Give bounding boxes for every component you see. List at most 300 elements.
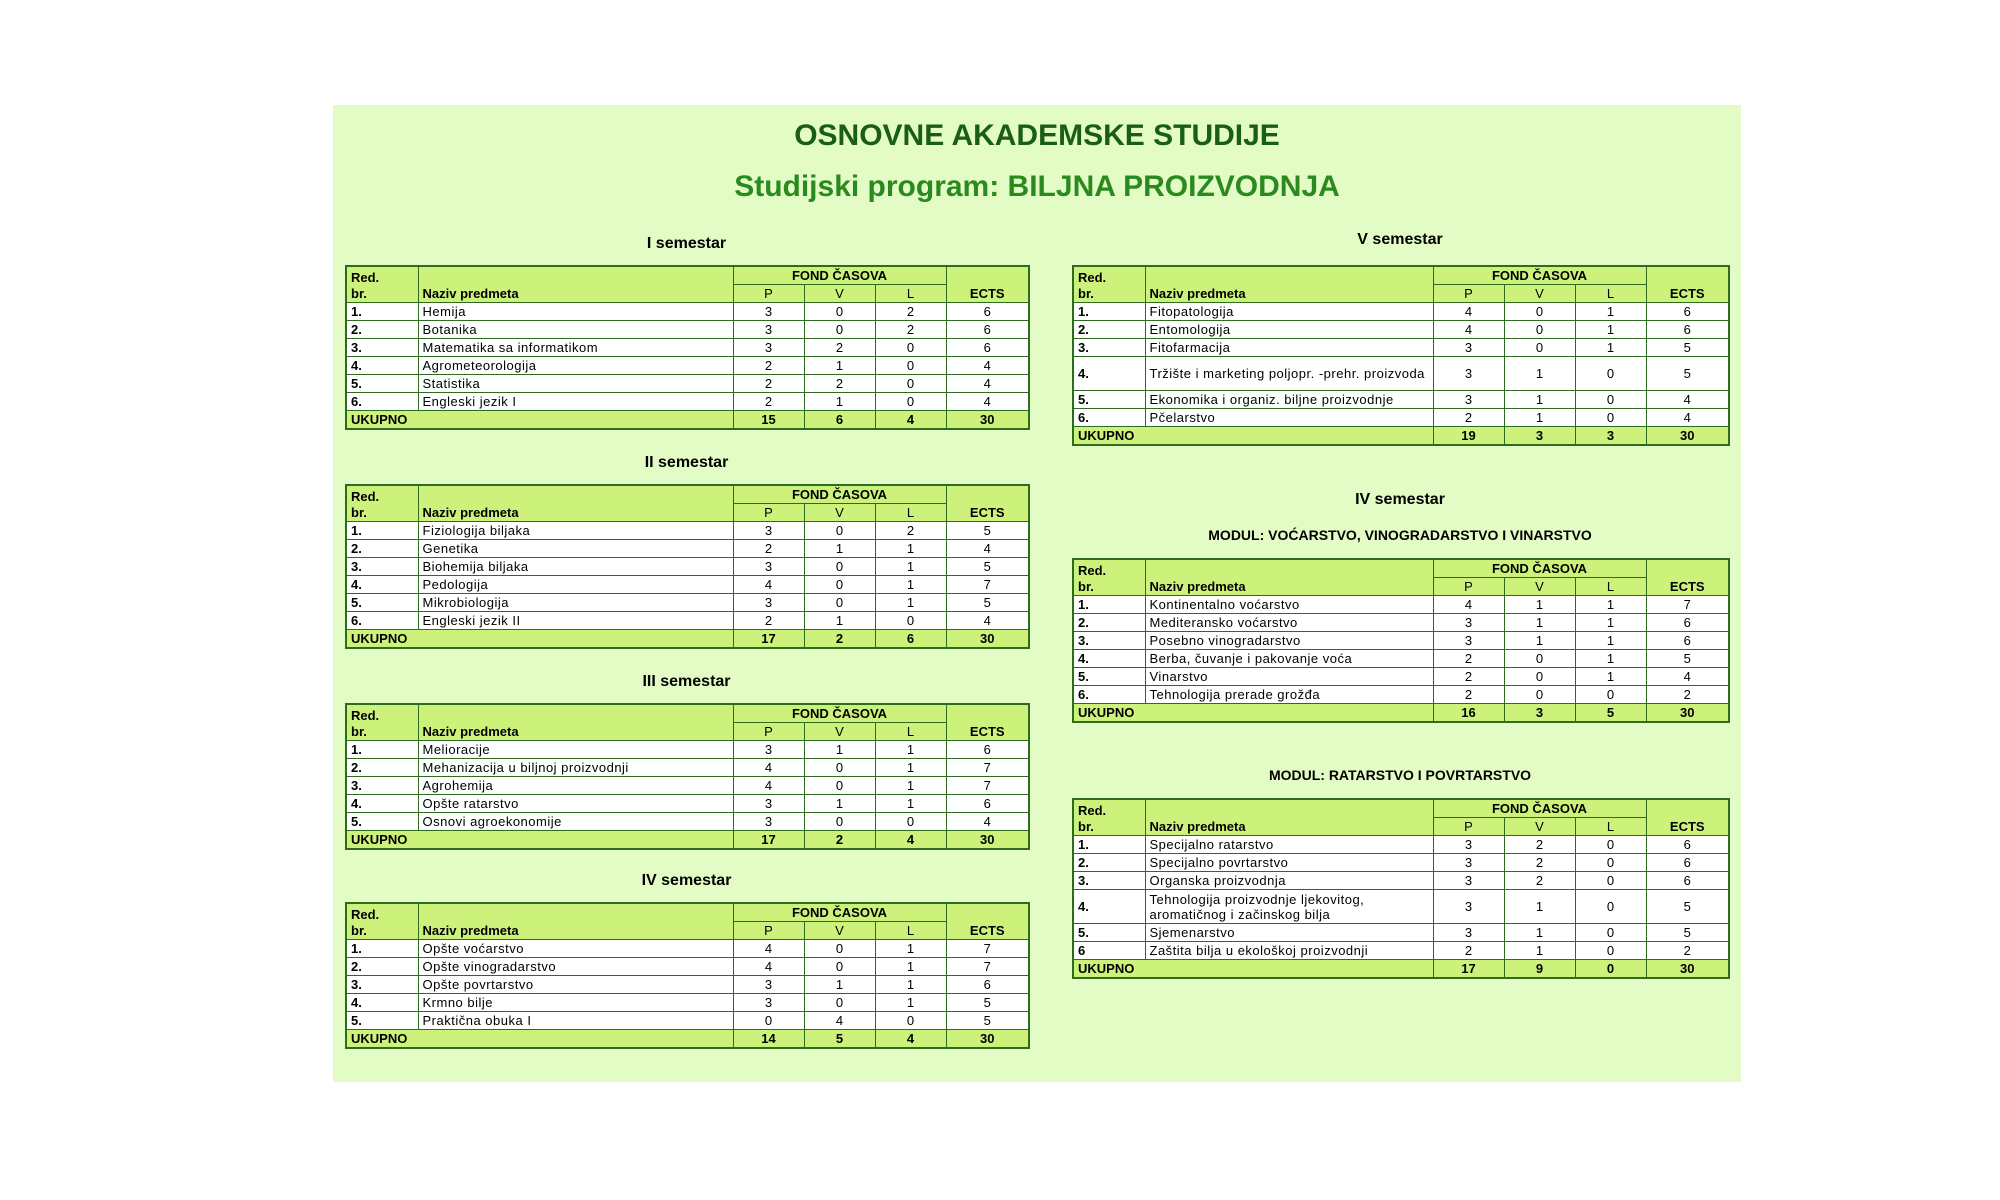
hours-p: 4	[733, 940, 804, 958]
total-row	[1073, 704, 1729, 723]
hours-p: 0	[733, 1012, 804, 1030]
subject-name: Organska proizvodnja	[1145, 872, 1433, 890]
hours-p: 3	[1433, 357, 1504, 391]
hours-p: 3	[733, 976, 804, 994]
hours-p: 2	[1433, 409, 1504, 427]
subject-name: Berba, čuvanje i pakovanje voća	[1145, 650, 1433, 668]
hours-l: 1	[875, 976, 946, 994]
hours-v: 1	[804, 612, 875, 630]
total-label: UKUPNO	[1073, 704, 1433, 723]
red-br-header	[346, 903, 418, 940]
hours-v: 2	[804, 339, 875, 357]
hours-p: 2	[733, 540, 804, 558]
row-number: 3.	[346, 777, 418, 795]
row-number: 2.	[346, 759, 418, 777]
hours-p: 3	[1433, 632, 1504, 650]
hours-p: 3	[733, 741, 804, 759]
ects-value: 2	[1646, 942, 1729, 960]
row-number: 4.	[346, 357, 418, 375]
ects-value: 5	[1646, 890, 1729, 924]
red-label: Red.	[1078, 270, 1107, 285]
hours-l: 2	[875, 321, 946, 339]
page-title: OSNOVNE AKADEMSKE STUDIJE	[794, 119, 1280, 152]
total-ects: 30	[946, 630, 1029, 649]
row-number: 1.	[346, 741, 418, 759]
table-row	[346, 1012, 1029, 1030]
subject-name-header: Naziv predmeta	[418, 903, 733, 940]
course-table	[345, 265, 1030, 430]
hours-p: 4	[1433, 321, 1504, 339]
hours-v: 0	[804, 522, 875, 540]
table-header-row	[346, 485, 1029, 504]
total-p: 16	[1433, 704, 1504, 723]
total-ects: 30	[1646, 427, 1729, 446]
row-number: 5.	[346, 1012, 418, 1030]
table-row	[346, 339, 1029, 357]
subject-name: Fitofarmacija	[1145, 339, 1433, 357]
br-label: br.	[351, 286, 367, 301]
table-row	[1073, 942, 1729, 960]
v-header: V	[804, 504, 875, 522]
course-table	[1072, 265, 1730, 446]
hours-l: 0	[1575, 942, 1646, 960]
ects-value: 5	[946, 1012, 1029, 1030]
hours-l: 0	[1575, 854, 1646, 872]
table-header-row	[346, 266, 1029, 285]
hours-v: 0	[1504, 650, 1575, 668]
ects-header: ECTS	[946, 903, 1029, 940]
hours-v: 0	[804, 558, 875, 576]
row-number: 1.	[1073, 596, 1145, 614]
ects-value: 2	[1646, 686, 1729, 704]
ects-value: 6	[1646, 632, 1729, 650]
total-v: 6	[804, 411, 875, 430]
hours-p: 2	[1433, 668, 1504, 686]
module-title: MODUL: VOĆARSTVO, VINOGRADARSTVO I VINARSTVO	[1208, 527, 1592, 543]
table-row	[1073, 339, 1729, 357]
total-p: 17	[733, 630, 804, 649]
hours-p: 3	[733, 339, 804, 357]
hours-p: 2	[1433, 650, 1504, 668]
ects-value: 4	[946, 813, 1029, 831]
subject-name: Statistika	[418, 375, 733, 393]
fond-casova-header: FOND ČASOVA	[733, 266, 946, 285]
hours-v: 0	[804, 777, 875, 795]
br-label: br.	[1078, 819, 1094, 834]
total-l: 0	[1575, 960, 1646, 979]
ects-header: ECTS	[946, 485, 1029, 522]
hours-l: 1	[1575, 632, 1646, 650]
l-header: L	[1575, 285, 1646, 303]
table-row	[1073, 614, 1729, 632]
l-header: L	[1575, 818, 1646, 836]
table-row	[346, 375, 1029, 393]
total-label: UKUPNO	[346, 831, 733, 850]
table-row	[1073, 668, 1729, 686]
subject-name: Agrohemija	[418, 777, 733, 795]
red-label: Red.	[351, 907, 380, 922]
hours-p: 2	[733, 393, 804, 411]
row-number: 4.	[1073, 357, 1145, 391]
br-label: br.	[351, 505, 367, 520]
row-number: 4.	[1073, 650, 1145, 668]
hours-l: 2	[875, 303, 946, 321]
hours-p: 3	[1433, 836, 1504, 854]
ects-value: 7	[946, 777, 1029, 795]
table-row	[1073, 357, 1729, 391]
red-br-header	[1073, 266, 1145, 303]
row-number: 2.	[1073, 854, 1145, 872]
ects-value: 6	[1646, 303, 1729, 321]
subject-name-header: Naziv predmeta	[1145, 799, 1433, 836]
semester-title: I semestar	[646, 235, 727, 252]
row-number: 6.	[1073, 686, 1145, 704]
ects-value: 6	[1646, 321, 1729, 339]
hours-v: 0	[804, 594, 875, 612]
table-row	[1073, 686, 1729, 704]
hours-l: 1	[875, 994, 946, 1012]
hours-v: 1	[1504, 391, 1575, 409]
row-number: 5.	[346, 813, 418, 831]
hours-p: 4	[1433, 303, 1504, 321]
table-row	[346, 522, 1029, 540]
total-row	[346, 411, 1029, 430]
hours-v: 1	[804, 540, 875, 558]
p-header: P	[733, 285, 804, 303]
hours-v: 0	[1504, 686, 1575, 704]
total-l: 6	[875, 630, 946, 649]
table-row	[1073, 836, 1729, 854]
hours-v: 1	[1504, 596, 1575, 614]
row-number: 3.	[1073, 339, 1145, 357]
hours-p: 2	[1433, 942, 1504, 960]
table-row	[346, 576, 1029, 594]
row-number: 5.	[1073, 668, 1145, 686]
fond-casova-header: FOND ČASOVA	[733, 485, 946, 504]
subject-name: Opšte povrtarstvo	[418, 976, 733, 994]
total-l: 5	[1575, 704, 1646, 723]
course-table	[1072, 558, 1730, 723]
total-row	[346, 1030, 1029, 1049]
row-number: 6.	[346, 393, 418, 411]
subject-name-header: Naziv predmeta	[1145, 266, 1433, 303]
hours-v: 0	[1504, 339, 1575, 357]
ects-value: 5	[946, 558, 1029, 576]
table-header-row	[346, 903, 1029, 922]
hours-v: 2	[1504, 836, 1575, 854]
semester-title: IV semestar	[641, 872, 732, 889]
hours-p: 2	[1433, 686, 1504, 704]
ects-value: 7	[1646, 596, 1729, 614]
hours-v: 0	[804, 303, 875, 321]
hours-p: 2	[733, 357, 804, 375]
l-header: L	[1575, 578, 1646, 596]
course-table	[345, 703, 1030, 850]
ects-value: 4	[946, 375, 1029, 393]
hours-l: 1	[875, 958, 946, 976]
total-l: 4	[875, 1030, 946, 1049]
table-row	[1073, 890, 1729, 924]
hours-l: 1	[875, 540, 946, 558]
hours-l: 0	[875, 393, 946, 411]
hours-p: 3	[733, 522, 804, 540]
l-header: L	[875, 922, 946, 940]
total-row	[1073, 960, 1729, 979]
row-number: 3.	[346, 339, 418, 357]
hours-l: 1	[875, 795, 946, 813]
row-number: 1.	[1073, 836, 1145, 854]
subject-name: Botanika	[418, 321, 733, 339]
subject-name: Posebno vinogradarstvo	[1145, 632, 1433, 650]
subject-name: Engleski jezik I	[418, 393, 733, 411]
ects-value: 6	[946, 976, 1029, 994]
total-l: 4	[875, 831, 946, 850]
subject-name: Vinarstvo	[1145, 668, 1433, 686]
table-row	[346, 994, 1029, 1012]
total-label: UKUPNO	[1073, 960, 1433, 979]
fond-casova-header: FOND ČASOVA	[733, 704, 946, 723]
subject-name: Genetika	[418, 540, 733, 558]
hours-l: 1	[875, 777, 946, 795]
hours-p: 3	[1433, 854, 1504, 872]
hours-p: 4	[733, 777, 804, 795]
course-table	[1072, 798, 1730, 979]
v-header: V	[1504, 285, 1575, 303]
br-label: br.	[1078, 286, 1094, 301]
p-header: P	[733, 922, 804, 940]
ects-value: 5	[1646, 339, 1729, 357]
subject-name: Engleski jezik II	[418, 612, 733, 630]
row-number: 5.	[346, 375, 418, 393]
hours-v: 1	[1504, 614, 1575, 632]
hours-v: 0	[1504, 303, 1575, 321]
subject-name: Opšte voćarstvo	[418, 940, 733, 958]
hours-v: 0	[804, 759, 875, 777]
total-l: 3	[1575, 427, 1646, 446]
table-row	[1073, 596, 1729, 614]
row-number: 3.	[346, 558, 418, 576]
hours-l: 1	[1575, 668, 1646, 686]
hours-l: 0	[875, 357, 946, 375]
p-header: P	[1433, 818, 1504, 836]
hours-l: 2	[875, 522, 946, 540]
hours-v: 0	[804, 994, 875, 1012]
subject-name: Specijalno povrtarstvo	[1145, 854, 1433, 872]
row-number: 2.	[346, 540, 418, 558]
ects-value: 6	[946, 339, 1029, 357]
hours-p: 4	[733, 958, 804, 976]
table-header-row	[1073, 799, 1729, 818]
total-ects: 30	[946, 411, 1029, 430]
total-v: 9	[1504, 960, 1575, 979]
hours-v: 0	[1504, 668, 1575, 686]
hours-p: 3	[733, 303, 804, 321]
table-row	[1073, 650, 1729, 668]
hours-l: 0	[875, 339, 946, 357]
hours-v: 1	[1504, 357, 1575, 391]
hours-l: 1	[1575, 650, 1646, 668]
ects-value: 6	[1646, 614, 1729, 632]
hours-p: 3	[733, 558, 804, 576]
ects-value: 5	[946, 522, 1029, 540]
br-label: br.	[351, 724, 367, 739]
red-label: Red.	[351, 489, 380, 504]
semester-title: III semestar	[642, 673, 731, 690]
subject-name: Specijalno ratarstvo	[1145, 836, 1433, 854]
table-row	[1073, 872, 1729, 890]
ects-value: 4	[946, 357, 1029, 375]
subject-name: Tržište i marketing poljopr. -prehr. proizvoda	[1145, 357, 1433, 391]
table-header-row	[1073, 266, 1729, 285]
hours-p: 3	[1433, 890, 1504, 924]
table-row	[1073, 409, 1729, 427]
row-number: 6	[1073, 942, 1145, 960]
total-p: 15	[733, 411, 804, 430]
subject-name: Fiziologija biljaka	[418, 522, 733, 540]
table-row	[1073, 391, 1729, 409]
ects-value: 4	[1646, 409, 1729, 427]
total-ects: 30	[1646, 960, 1729, 979]
total-row	[1073, 427, 1729, 446]
hours-v: 1	[804, 357, 875, 375]
p-header: P	[733, 723, 804, 741]
table-header-row	[1073, 559, 1729, 578]
table-row	[346, 540, 1029, 558]
l-header: L	[875, 285, 946, 303]
hours-v: 1	[804, 741, 875, 759]
hours-l: 0	[1575, 409, 1646, 427]
hours-l: 0	[875, 813, 946, 831]
table-row	[1073, 924, 1729, 942]
red-br-header	[346, 266, 418, 303]
row-number: 3.	[1073, 632, 1145, 650]
course-table	[345, 902, 1030, 1049]
hours-p: 3	[733, 994, 804, 1012]
course-table	[345, 484, 1030, 649]
ects-value: 4	[1646, 391, 1729, 409]
ects-value: 5	[1646, 357, 1729, 391]
hours-p: 2	[733, 375, 804, 393]
hours-l: 1	[1575, 339, 1646, 357]
ects-value: 6	[946, 303, 1029, 321]
row-number: 4.	[346, 576, 418, 594]
subject-name: Sjemenarstvo	[1145, 924, 1433, 942]
ects-value: 5	[1646, 924, 1729, 942]
hours-l: 0	[1575, 357, 1646, 391]
hours-l: 1	[875, 558, 946, 576]
hours-p: 4	[733, 759, 804, 777]
hours-l: 1	[875, 759, 946, 777]
hours-v: 4	[804, 1012, 875, 1030]
ects-header: ECTS	[946, 266, 1029, 303]
total-p: 17	[733, 831, 804, 850]
row-number: 6.	[346, 612, 418, 630]
red-label: Red.	[351, 270, 380, 285]
subject-name: Biohemija biljaka	[418, 558, 733, 576]
hours-l: 1	[1575, 321, 1646, 339]
total-ects: 30	[1646, 704, 1729, 723]
table-row	[346, 813, 1029, 831]
hours-p: 3	[733, 321, 804, 339]
total-v: 3	[1504, 704, 1575, 723]
hours-v: 0	[804, 576, 875, 594]
subject-name: Mikrobiologija	[418, 594, 733, 612]
subject-name: Entomologija	[1145, 321, 1433, 339]
subject-name-header: Naziv predmeta	[418, 704, 733, 741]
table-row	[1073, 854, 1729, 872]
red-br-header	[346, 485, 418, 522]
subject-name: Zaštita bilja u ekološkoj proizvodnji	[1145, 942, 1433, 960]
p-header: P	[1433, 578, 1504, 596]
hours-l: 1	[1575, 596, 1646, 614]
v-header: V	[1504, 818, 1575, 836]
row-number: 1.	[1073, 303, 1145, 321]
row-number: 1.	[346, 522, 418, 540]
hours-l: 0	[1575, 890, 1646, 924]
subject-name: Agrometeorologija	[418, 357, 733, 375]
ects-value: 6	[1646, 836, 1729, 854]
l-header: L	[875, 504, 946, 522]
table-header-row	[346, 704, 1029, 723]
curriculum-sheet	[333, 105, 1741, 1082]
red-br-header	[1073, 799, 1145, 836]
row-number: 6.	[1073, 409, 1145, 427]
hours-v: 1	[1504, 924, 1575, 942]
ects-value: 4	[946, 393, 1029, 411]
v-header: V	[1504, 578, 1575, 596]
subject-name: Hemija	[418, 303, 733, 321]
table-row	[1073, 303, 1729, 321]
total-label: UKUPNO	[1073, 427, 1433, 446]
table-row	[346, 777, 1029, 795]
subject-name: Mediteransko voćarstvo	[1145, 614, 1433, 632]
subject-name: Tehnologija prerade grožđa	[1145, 686, 1433, 704]
subject-name: Praktična obuka I	[418, 1012, 733, 1030]
ects-value: 6	[946, 321, 1029, 339]
hours-v: 1	[804, 393, 875, 411]
fond-casova-header: FOND ČASOVA	[1433, 559, 1646, 578]
table-row	[346, 357, 1029, 375]
hours-l: 0	[1575, 924, 1646, 942]
ects-value: 6	[1646, 872, 1729, 890]
total-l: 4	[875, 411, 946, 430]
p-header: P	[1433, 285, 1504, 303]
table-row	[346, 393, 1029, 411]
hours-l: 1	[875, 576, 946, 594]
subject-name-header: Naziv predmeta	[418, 266, 733, 303]
ects-header: ECTS	[1646, 266, 1729, 303]
red-label: Red.	[1078, 563, 1107, 578]
hours-l: 1	[875, 940, 946, 958]
row-number: 1.	[346, 303, 418, 321]
red-label: Red.	[351, 708, 380, 723]
ects-value: 7	[946, 958, 1029, 976]
hours-v: 1	[1504, 942, 1575, 960]
fond-casova-header: FOND ČASOVA	[733, 903, 946, 922]
row-number: 4.	[346, 795, 418, 813]
ects-value: 7	[946, 940, 1029, 958]
hours-l: 0	[1575, 391, 1646, 409]
hours-l: 1	[875, 594, 946, 612]
fond-casova-header: FOND ČASOVA	[1433, 266, 1646, 285]
table-row	[346, 759, 1029, 777]
hours-v: 2	[804, 375, 875, 393]
ects-value: 7	[946, 576, 1029, 594]
row-number: 2.	[346, 958, 418, 976]
hours-l: 0	[1575, 686, 1646, 704]
ects-value: 5	[946, 994, 1029, 1012]
subject-name: Osnovi agroekonomije	[418, 813, 733, 831]
